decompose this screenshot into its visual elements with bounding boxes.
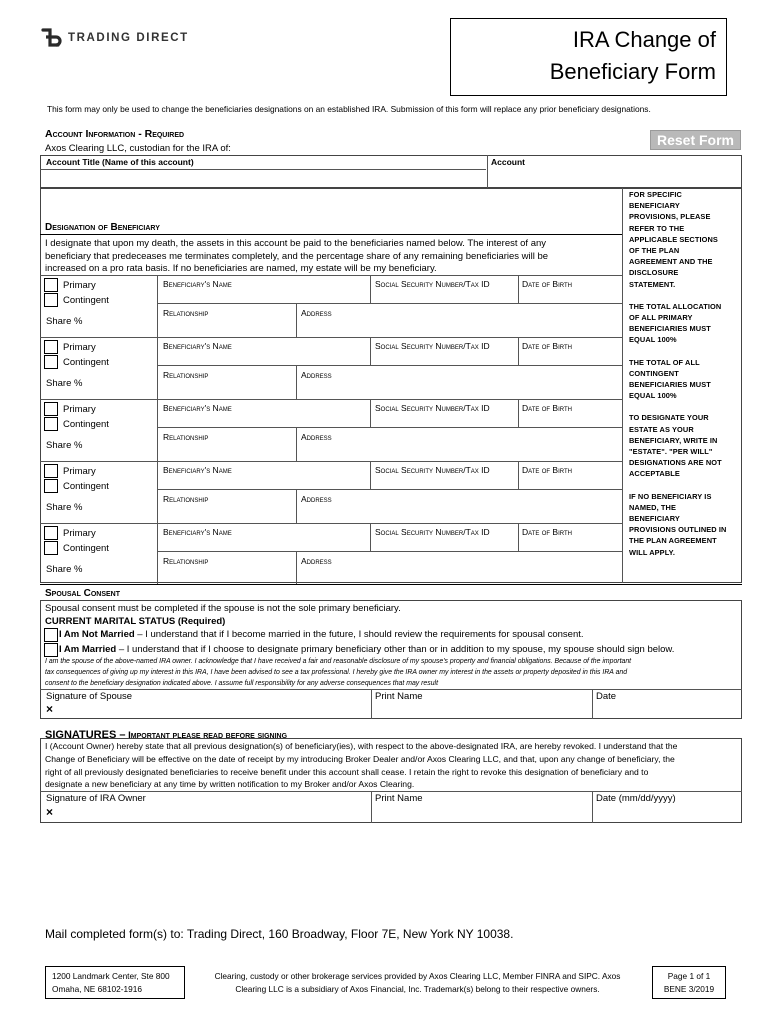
spouse-ack-line-3: consent to the beneficiary designation indicated above. I assume full responsibility for any adverse consequences that may result — [45, 680, 438, 687]
sidebar-p3-l4: EQUAL 100% — [629, 391, 677, 401]
beneficiary-name-input[interactable] — [159, 414, 368, 426]
beneficiary-name-label: Beneficiary's Name — [163, 527, 232, 537]
marital-status-heading: CURRENT MARITAL STATUS (Required) — [45, 616, 226, 627]
not-married-label: I Am Not Married — [59, 629, 135, 640]
primary-checkbox[interactable] — [44, 340, 58, 354]
footer-address-2: Omaha, NE 68102-1916 — [52, 984, 142, 994]
relationship-input[interactable] — [159, 320, 294, 335]
logo-text: TRADING DIRECT — [68, 32, 189, 44]
footer-disclosure-1: Clearing, custody or other brokerage services provided by Axos Clearing LLC, Member FINRA and SIPC. Axos — [214, 971, 621, 981]
relationship-label: Relationship — [163, 308, 209, 318]
married-text — [59, 644, 674, 655]
sidebar-p3-l1: THE TOTAL OF ALL — [629, 357, 700, 367]
primary-label: Primary — [63, 528, 96, 539]
signatures-text-1: I (Account Owner) hereby state that all previous designation(s) of beneficiary(ies), with respect to the above-designated IRA, are hereby revoked. I understand that the — [45, 741, 678, 751]
signatures-heading-main: SIGNATURES – — [45, 729, 126, 741]
spouse-date-label: Date — [596, 691, 617, 702]
contingent-label: Contingent — [63, 481, 109, 492]
ssn-label: Social Security Number/Tax ID — [375, 279, 490, 289]
beneficiary-name-label: Beneficiary's Name — [163, 403, 232, 413]
beneficiary-name-input[interactable] — [159, 538, 368, 550]
spouse-signature-field[interactable] — [58, 702, 368, 718]
address-label: Address — [301, 556, 332, 566]
sidebar-p1-l8: DISCLOSURE — [629, 268, 679, 278]
dob-label: Date of Birth — [522, 341, 572, 351]
relationship-label: Relationship — [163, 432, 209, 442]
spouse-ack-line-1: I am the spouse of the above-named IRA owner. I acknowledge that I have received a fair and reasonable disclosure of my spouse's property and financial obligations. Because of the important — [45, 658, 632, 665]
owner-print-name-field[interactable] — [373, 805, 590, 821]
beneficiary-name-input[interactable] — [159, 476, 368, 488]
signatures-heading-sub: Important please read before signing — [125, 730, 288, 741]
share-label: Share % — [46, 316, 83, 327]
share-input[interactable] — [90, 499, 154, 513]
contingent-checkbox[interactable] — [44, 293, 58, 307]
footer-disclosure-2: Clearing LLC is a subsidiary of Axos Financial, Inc. Trademark(s) belong to their respective owners. — [235, 984, 600, 994]
signatures-text — [45, 740, 677, 791]
sidebar-p2-l2: OF ALL PRIMARY — [629, 313, 693, 323]
address-label: Address — [301, 308, 332, 318]
contingent-checkbox[interactable] — [44, 355, 58, 369]
title-line-2: Beneficiary Form — [549, 59, 716, 84]
beneficiary-name-label: Beneficiary's Name — [163, 341, 232, 351]
address-input[interactable] — [298, 506, 620, 521]
sidebar-p4-l3: BENEFICIARY, WRITE IN — [629, 435, 718, 445]
ssn-input[interactable] — [372, 414, 516, 426]
sidebar-p4-l1: TO DESIGNATE YOUR — [629, 413, 709, 423]
sidebar-p1-l6: OF THE PLAN — [629, 246, 680, 256]
dob-label: Date of Birth — [522, 279, 572, 289]
sidebar-p2-l3: BENEFICIARIES MUST — [629, 324, 711, 334]
footer-page-box — [652, 966, 726, 999]
contingent-checkbox[interactable] — [44, 417, 58, 431]
account-info-heading: Account Information - Required — [45, 128, 185, 140]
relationship-label: Relationship — [163, 494, 209, 504]
ssn-input[interactable] — [372, 538, 516, 550]
spouse-signature-x: × — [46, 702, 54, 716]
mail-instructions: Mail completed form(s) to: Trading Direct, 160 Broadway, Floor 7E, New York NY 10038. — [45, 927, 514, 941]
signatures-text-2: Change of Beneficiary will be effective on the date of receipt by my introducing Broker Dealer and/or Axos Clearing LLC, and that, upon any change of beneficiary, the — [45, 753, 675, 764]
relationship-input[interactable] — [159, 506, 294, 521]
primary-label: Primary — [63, 404, 96, 415]
address-label: Address — [301, 432, 332, 442]
designation-heading: Designation of Beneficiary — [45, 222, 160, 233]
sidebar-p1-l4: REFER TO THE — [629, 223, 685, 233]
sidebar-p4-l5: DESIGNATIONS ARE NOT — [629, 458, 722, 468]
primary-checkbox[interactable] — [44, 278, 58, 292]
married-checkbox[interactable] — [44, 643, 58, 657]
owner-date-label: Date (mm/dd/yyyy) — [596, 793, 676, 804]
title-line-1: IRA Change of — [572, 27, 716, 52]
contingent-label: Contingent — [63, 543, 109, 554]
trading-direct-logo-icon — [40, 27, 62, 49]
primary-checkbox[interactable] — [44, 526, 58, 540]
sidebar-p5-l1: IF NO BENEFICIARY IS — [629, 491, 712, 501]
sidebar-p1-l7: AGREEMENT AND THE — [629, 257, 713, 267]
account-number-input[interactable] — [489, 170, 741, 187]
contingent-label: Contingent — [63, 357, 109, 368]
custodian-text: Axos Clearing LLC, custodian for the IRA of: — [45, 143, 231, 154]
sidebar-p5-l6: WILL APPLY. — [629, 547, 675, 557]
sidebar-p2-l4: EQUAL 100% — [629, 335, 677, 345]
address-input[interactable] — [298, 320, 620, 335]
sidebar-notes — [629, 189, 741, 558]
signatures-text-3: right of all previously designated beneficiaries to receive benefit under this account shall cease. I retain the right to revoke this designation of beneficiary and to — [45, 766, 649, 777]
relationship-input[interactable] — [159, 382, 294, 397]
dob-input[interactable] — [520, 290, 620, 302]
reset-form-button[interactable]: Reset Form — [650, 130, 741, 150]
share-input[interactable] — [90, 313, 154, 327]
contingent-label: Contingent — [63, 295, 109, 306]
share-label: Share % — [46, 440, 83, 451]
spouse-acknowledgement — [45, 656, 631, 689]
footer-address-box — [45, 966, 185, 999]
address-label: Address — [301, 494, 332, 504]
page-number: Page 1 of 1 — [667, 971, 711, 981]
dob-label: Date of Birth — [522, 527, 572, 537]
beneficiary-name-label: Beneficiary's Name — [163, 465, 232, 475]
not-married-checkbox[interactable] — [44, 628, 58, 642]
primary-label: Primary — [63, 342, 96, 353]
logo — [40, 27, 190, 51]
share-input[interactable] — [90, 437, 154, 451]
spouse-date-field[interactable] — [594, 702, 740, 718]
owner-signature-x: × — [46, 805, 54, 819]
dob-input[interactable] — [520, 476, 620, 488]
relationship-input[interactable] — [159, 444, 294, 459]
account-title-input[interactable] — [42, 170, 486, 187]
sidebar-p4-l6: ACCEPTABLE — [629, 469, 680, 479]
married-label: I Am Married — [59, 644, 117, 655]
owner-date-field[interactable] — [594, 805, 740, 821]
ssn-input[interactable] — [372, 476, 516, 488]
signatures-text-4: designate a new beneficiary at any time by written notification to my Broker and/or Axos Clearing. — [45, 779, 415, 790]
sidebar-p1-l2: BENEFICIARY — [629, 201, 680, 211]
sidebar-p5-l4: PROVISIONS OUTLINED IN — [629, 525, 727, 535]
relationship-label: Relationship — [163, 370, 209, 380]
designation-text-3: increased on a pro rata basis. If no beneficiaries are named, my estate will be my beneficiary. — [45, 263, 437, 274]
dob-input[interactable] — [520, 538, 620, 550]
ssn-label: Social Security Number/Tax ID — [375, 403, 490, 413]
relationship-input[interactable] — [159, 568, 294, 583]
address-input[interactable] — [298, 382, 620, 397]
dob-input[interactable] — [520, 352, 620, 364]
intro-text: This form may only be used to change the beneficiaries designations on an established IRA. Submission of this form will replace any prior beneficiary designations. — [47, 104, 651, 114]
sidebar-p5-l5: THE PLAN AGREEMENT — [629, 536, 717, 546]
share-input[interactable] — [90, 375, 154, 389]
share-input[interactable] — [90, 561, 154, 575]
ssn-input[interactable] — [372, 352, 516, 364]
title-box — [450, 18, 727, 96]
address-label: Address — [301, 370, 332, 380]
form-id: BENE 3/2019 — [663, 984, 715, 994]
contingent-checkbox[interactable] — [44, 541, 58, 555]
ssn-label: Social Security Number/Tax ID — [375, 527, 490, 537]
beneficiary-name-input[interactable] — [159, 290, 368, 302]
footer-disclosure — [190, 970, 645, 996]
owner-signature-label: Signature of IRA Owner — [46, 793, 146, 804]
not-married-description: – I understand that if I become married in the future, I should review the requirements for spousal consent. — [134, 629, 584, 640]
account-label: Account — [491, 157, 525, 167]
dob-input[interactable] — [520, 414, 620, 426]
sidebar-p1-l5: APPLICABLE SECTIONS — [629, 234, 718, 244]
designation-text-2: beneficiary that predeceases me terminates completely, and the percentage share of any remaining beneficiaries will be — [45, 251, 549, 262]
sidebar-p4-l4: "ESTATE". "PER WILL" — [629, 447, 713, 457]
dob-label: Date of Birth — [522, 403, 572, 413]
contingent-label: Contingent — [63, 419, 109, 430]
sidebar-p5-l3: BENEFICIARY — [629, 514, 680, 524]
owner-print-name-label: Print Name — [375, 793, 423, 804]
sidebar-p3-l2: CONTINGENT — [629, 368, 679, 378]
address-input[interactable] — [298, 444, 620, 459]
contingent-checkbox[interactable] — [44, 479, 58, 493]
ssn-input[interactable] — [372, 290, 516, 302]
owner-signature-field[interactable] — [58, 805, 368, 821]
relationship-label: Relationship — [163, 556, 209, 566]
spousal-line-1: Spousal consent must be completed if the spouse is not the sole primary beneficiary. — [45, 603, 401, 614]
beneficiary-name-input[interactable] — [159, 352, 368, 364]
designation-text-1: I designate that upon my death, the assets in this account be paid to the beneficiaries named below. The interest of any — [45, 238, 547, 249]
spouse-ack-line-2: tax consequences of giving up my interest in this IRA, I have been advised to see a tax professional. I hereby give the IRA owner my interest in the assets or property deposited in this IRA and — [45, 669, 628, 676]
share-label: Share % — [46, 564, 83, 575]
not-married-text — [59, 629, 584, 640]
ssn-label: Social Security Number/Tax ID — [375, 341, 490, 351]
sidebar-p2-l1: THE TOTAL ALLOCATION — [629, 301, 722, 311]
spouse-print-name-field[interactable] — [373, 702, 590, 718]
footer-address-1: 1200 Landmark Center, Ste 800 — [52, 971, 170, 981]
beneficiary-name-label: Beneficiary's Name — [163, 279, 232, 289]
dob-label: Date of Birth — [522, 465, 572, 475]
account-title-label: Account Title (Name of this account) — [46, 157, 194, 167]
sidebar-p1-l1: FOR SPECIFIC — [629, 190, 682, 199]
sidebar-p1-l9: STATEMENT. — [629, 279, 676, 289]
sidebar-p1-l3: PROVISIONS, PLEASE — [629, 212, 711, 222]
married-description: – I understand that if I choose to designate primary beneficiary other than or in addition to my spouse, my spouse should sign below. — [116, 644, 675, 655]
share-label: Share % — [46, 378, 83, 389]
primary-label: Primary — [63, 466, 96, 477]
spouse-print-name-label: Print Name — [375, 691, 423, 702]
address-input[interactable] — [298, 568, 620, 583]
spouse-signature-label: Signature of Spouse — [46, 691, 133, 702]
primary-checkbox[interactable] — [44, 464, 58, 478]
share-label: Share % — [46, 502, 83, 513]
sidebar-p5-l2: NAMED, THE — [629, 502, 676, 512]
primary-label: Primary — [63, 280, 96, 291]
primary-checkbox[interactable] — [44, 402, 58, 416]
ssn-label: Social Security Number/Tax ID — [375, 465, 490, 475]
spousal-heading: Spousal Consent — [45, 588, 121, 599]
sidebar-p3-l3: BENEFICIARIES MUST — [629, 380, 711, 390]
sidebar-p4-l2: ESTATE AS YOUR — [629, 424, 694, 434]
